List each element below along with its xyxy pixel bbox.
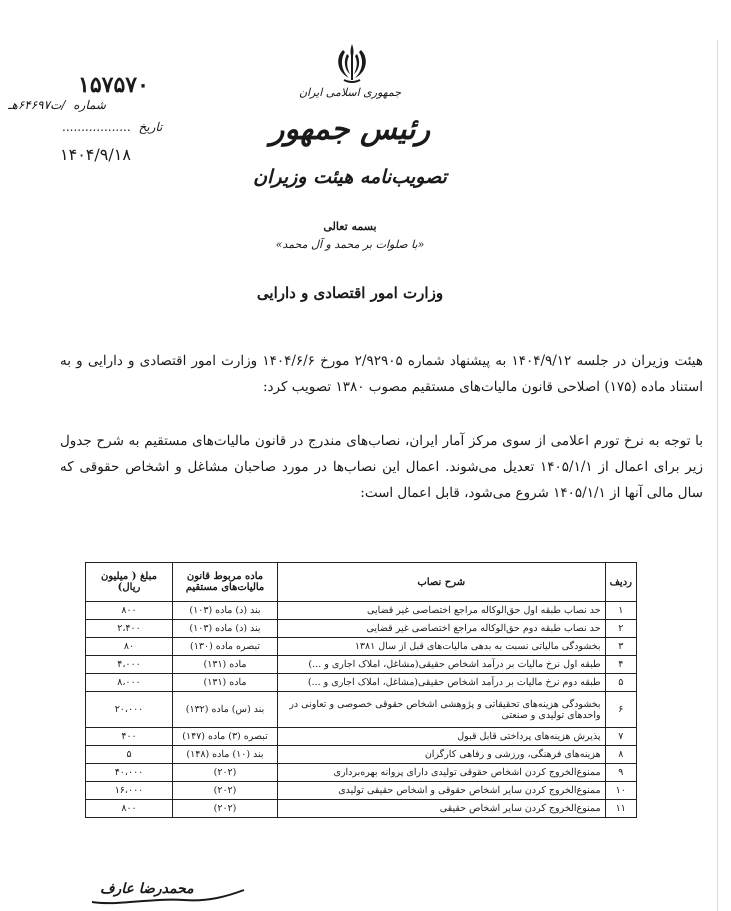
reference-date: ۱۴۰۴/۹/۱۸ (60, 145, 131, 164)
page-edge (717, 40, 718, 911)
cell-description: طبقه دوم نرخ مالیات بر درآمد اشخاص حقیقی(مشاغل، املاک اجاری و ...) (278, 674, 606, 692)
cell-description: بخشودگی مالیاتی نسبت به بدهی مالیات‌های قبل از سال ۱۳۸۱ (278, 638, 606, 656)
cell-description: ممنوع‌الخروج کردن اشخاص حقوقی تولیدی دارای پروانه بهره‌برداری (278, 764, 606, 782)
cell-amount: ۲،۴۰۰ (86, 620, 173, 638)
table-row (86, 638, 637, 656)
cell-article: بند (۱۰) ماده (۱۴۸) (173, 746, 278, 764)
table-row (86, 728, 637, 746)
cell-row: ۵ (605, 674, 636, 692)
republic-label: جمهوری اسلامی ایران (298, 86, 402, 99)
shomare-value: /ت۶۴۶۹۷هـ (8, 98, 66, 112)
table-row (86, 674, 637, 692)
cell-amount: ۴،۰۰۰ (86, 656, 173, 674)
table-row (86, 656, 637, 674)
cell-article: (۲۰۲) (173, 782, 278, 800)
president-title: رئیس جمهور (269, 112, 431, 147)
cell-article: بند (د) ماده (۱۰۳) (173, 602, 278, 620)
cell-amount: ۸،۰۰۰ (86, 674, 173, 692)
header-amount: مبلغ ( میلیون ریال) (86, 563, 173, 602)
header-description: شرح نصاب (278, 563, 606, 602)
cell-amount: ۸۰۰ (86, 800, 173, 818)
cell-description: حد نصاب طبقه اول حق‌الوکاله مراجع اختصاصی غیر قضایی (278, 602, 606, 620)
table-row (86, 764, 637, 782)
cell-article: بند (س) ماده (۱۳۲) (173, 692, 278, 728)
tarikh-value: .................. (62, 120, 131, 134)
cell-row: ۶ (605, 692, 636, 728)
cell-article: بند (د) ماده (۱۰۳) (173, 620, 278, 638)
cell-row: ۹ (605, 764, 636, 782)
cell-amount: ۲۰،۰۰۰ (86, 692, 173, 728)
header-row-number: ردیف (605, 563, 636, 602)
tarikh-label: تاریخ (138, 120, 163, 134)
paragraph-1: هیئت وزیران در جلسه ۱۴۰۴/۹/۱۲ به پیشنهاد شماره ۲/۹۲۹۰۵ مورخ ۱۴۰۴/۶/۶ وزارت امور اقتصادی و دارایی و به استناد ماده (۱۷۵) اصلاحی قانون مالیات‌های مستقیم مصوب ۱۳۸۰ تصویب کرد: (60, 353, 703, 395)
cell-description: بخشودگی هزینه‌های تحقیقاتی و پژوهشی اشخاص حقوقی خصوصی و تعاونی در واحدهای تولیدی و صنعتی (278, 692, 606, 728)
addressee: وزارت امور اقتصادی و دارایی (256, 284, 444, 302)
cell-row: ۷ (605, 728, 636, 746)
cell-amount: ۴۰۰ (86, 728, 173, 746)
cell-article: (۲۰۲) (173, 764, 278, 782)
iran-emblem-icon (329, 40, 375, 86)
cell-description: حد نصاب طبقه دوم حق‌الوکاله مراجع اختصاصی غیر قضایی (278, 620, 606, 638)
cell-row: ۱۰ (605, 782, 636, 800)
cell-row: ۸ (605, 746, 636, 764)
cell-amount: ۸۰۰ (86, 602, 173, 620)
cell-row: ۱۱ (605, 800, 636, 818)
shomare-label: شماره (73, 98, 106, 112)
table-row (86, 620, 637, 638)
table-row (86, 602, 637, 620)
cell-description: طبقه اول نرخ مالیات بر درآمد اشخاص حقیقی(مشاغل، املاک اجاری و ...) (278, 656, 606, 674)
cell-description: ممنوع‌الخروج کردن سایر اشخاص حقوقی و اشخاص حقیقی تولیدی (278, 782, 606, 800)
cell-article: تبصره ماده (۱۳۰) (173, 638, 278, 656)
cell-amount: ۸۰ (86, 638, 173, 656)
cell-article: (۲۰۲) (173, 800, 278, 818)
header-article: ماده مربوط قانون مالیات‌های مستقیم (173, 563, 278, 602)
cell-article: تبصره (۳) ماده (۱۴۷) (173, 728, 278, 746)
cell-article: ماده (۱۳۱) (173, 674, 278, 692)
reference-number: ۱۵۷۵۷۰ (78, 72, 149, 98)
cell-amount: ۴۰،۰۰۰ (86, 764, 173, 782)
cell-row: ۲ (605, 620, 636, 638)
cell-row: ۴ (605, 656, 636, 674)
basmala: بسمه تعالی (323, 220, 377, 233)
paragraph-2: با توجه به نرخ تورم اعلامی از سوی مرکز آمار ایران، نصاب‌های مندرج در قانون مالیات‌های مستقیم به شرح جدول زیر برای اعمال از ۱۴۰۵/۱/۱ تعدیل می‌شوند. اعمال این نصاب‌ها در مورد صاحبان مشاغل و اشخاص حقوقی که سال مالی آنها از ۱۴۰۵/۱/۱ شروع می‌شود، قابل اعمال است: (60, 433, 703, 501)
table-row (86, 782, 637, 800)
table-row (86, 800, 637, 818)
reference-tarikh-row (62, 120, 162, 134)
cell-row: ۱ (605, 602, 636, 620)
salawat: «با صلوات بر محمد و آل محمد» (275, 238, 425, 251)
table-row (86, 746, 637, 764)
thresholds-table (85, 562, 637, 818)
cell-description: پذیرش هزینه‌های پرداختی قابل قبول (278, 728, 606, 746)
approval-title: تصویب‌نامه هیئت وزیران (253, 166, 447, 188)
reference-shomare-row (8, 98, 106, 112)
table-row (86, 692, 637, 728)
signature: محمدرضا عارف (100, 881, 194, 897)
table-header-row (86, 563, 637, 602)
cell-amount: ۱۶،۰۰۰ (86, 782, 173, 800)
cell-amount: ۵ (86, 746, 173, 764)
cell-description: ممنوع‌الخروج کردن سایر اشخاص حقیقی (278, 800, 606, 818)
cell-description: هزینه‌های فرهنگی، ورزشی و رفاهی کارگران (278, 746, 606, 764)
cell-row: ۳ (605, 638, 636, 656)
cell-article: ماده (۱۳۱) (173, 656, 278, 674)
